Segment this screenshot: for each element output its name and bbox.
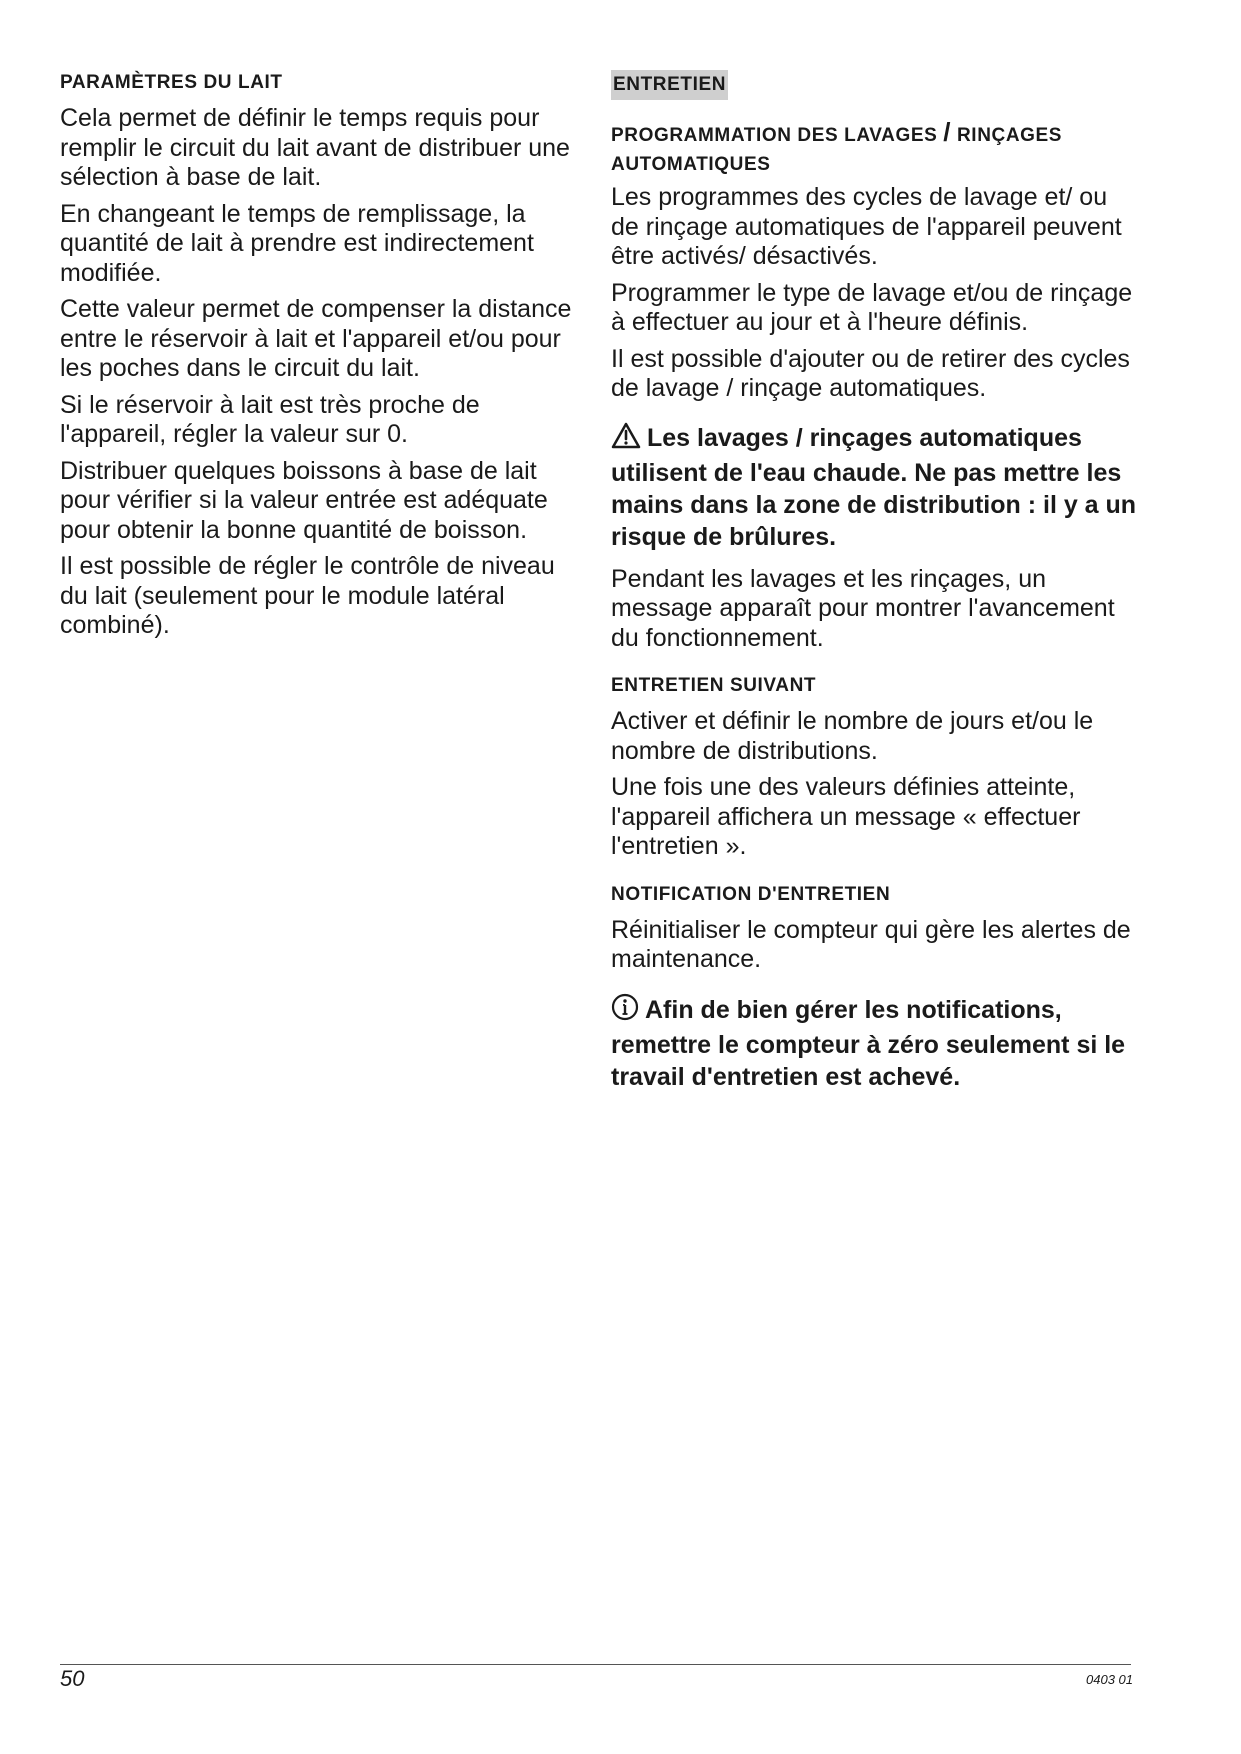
paragraph: Pendant les lavages et les rinçages, un message apparaît pour montrer l'avancement du fonctionnement.: [611, 564, 1115, 652]
left-column: [60, 70, 580, 648]
document-code: 0403 01: [1086, 1672, 1133, 1687]
paragraph: En changeant le temps de remplissage, la quantité de lait à prendre est indirectement modifiée.: [60, 199, 534, 287]
programming-heading-part1: PROGRAMMATION DES LAVAGES: [611, 125, 944, 146]
next-maintenance-heading: ENTRETIEN SUIVANT: [611, 675, 817, 696]
programming-heading-slash: /: [943, 117, 952, 147]
paragraph: Cela permet de définir le temps requis pour remplir le circuit du lait avant de distribuer une sélection à base de lait.: [60, 104, 570, 191]
warning-text: Les lavages / rinçages automatiques utilisent de l'eau chaude. Ne pas mettre les mains dans la zone de distribution : il y a un risque de brûlures.: [611, 423, 1137, 551]
info-text: Afin de bien gérer les notifications, remettre le compteur à zéro seulement si le travail d'entretien est achevé.: [611, 995, 1126, 1091]
info-note: [611, 993, 1141, 1093]
burn-warning: [611, 422, 1141, 553]
paragraph: Réinitialiser le compteur qui gère les alertes de maintenance.: [611, 915, 1131, 973]
paragraph: Si le réservoir à lait est très proche de l'appareil, régler la valeur sur 0.: [60, 390, 480, 448]
paragraph: Distribuer quelques boissons à base de lait pour vérifier si la valeur entrée est adéquate pour obtenir la bonne quantité de boisson.: [60, 456, 548, 544]
paragraph: Programmer le type de lavage et/ou de rinçage à effectuer au jour et à l'heure définis.: [611, 278, 1133, 336]
programming-heading: [611, 118, 1141, 179]
right-column: [611, 70, 1141, 1105]
warning-triangle-icon: [611, 422, 641, 457]
paragraph: Il est possible de régler le contrôle de niveau du lait (seulement pour le module latéral combiné).: [60, 552, 555, 639]
paragraph: Cette valeur permet de compenser la distance entre le réservoir à lait et l'appareil et/ou pour les poches dans le circuit du lait.: [60, 295, 572, 382]
paragraph: Une fois une des valeurs définies atteinte, l'appareil affichera un message « effectuer l'entretien ».: [611, 773, 1081, 860]
milk-params-heading: PARAMÈTRES DU LAIT: [60, 72, 283, 93]
page-number: 50: [60, 1666, 85, 1691]
paragraph: Les programmes des cycles de lavage et/ ou de rinçage automatiques de l'appareil peuvent être activés/ désactivés.: [611, 183, 1122, 270]
info-icon: [611, 993, 639, 1029]
paragraph: Il est possible d'ajouter ou de retirer des cycles de lavage / rinçage automatiques.: [611, 344, 1130, 402]
footer-divider: [60, 1664, 1131, 1665]
paragraph: Activer et définir le nombre de jours et/ou le nombre de distributions.: [611, 707, 1094, 765]
notification-heading: NOTIFICATION D'ENTRETIEN: [611, 883, 891, 905]
programming-heading-part2: RINÇAGES AUTOMATIQUES: [611, 125, 1063, 175]
section-tag-maintenance: ENTRETIEN: [611, 70, 728, 100]
